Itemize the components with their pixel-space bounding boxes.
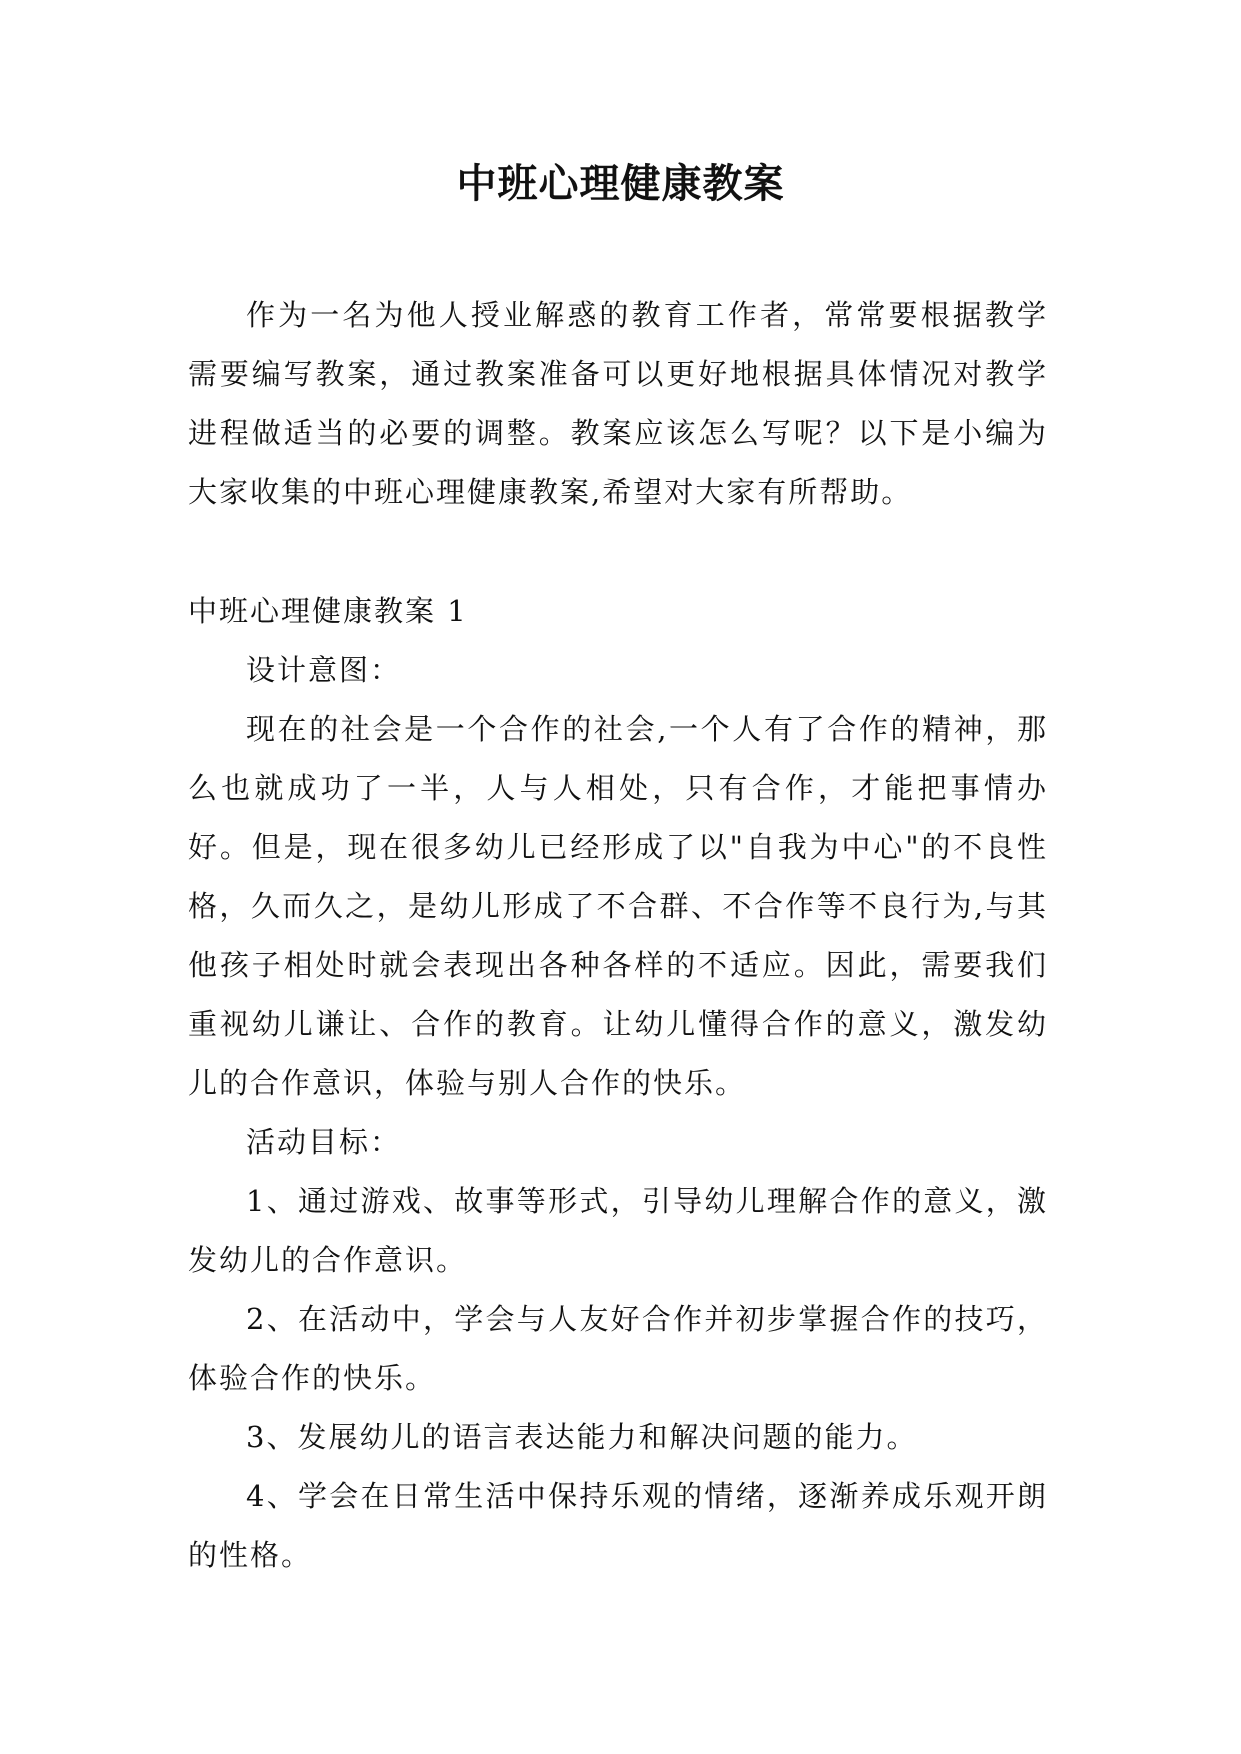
design-paragraph: 现在的社会是一个合作的社会,一个人有了合作的精神，那么也就成功了一半，人与人相处，只有合作，才能把事情办好。但是，现在很多幼儿已经形成了以"自我为中心"的不良性格，久而久之，是幼儿形成了不合群、不合作等不良行为,与其他孩子相处时就会表现出各种各样的不适应。因此，需要我们重视幼儿谦让、合作的教育。让幼儿懂得合作的意义，激发幼儿的合作意识，体验与别人合作的快乐。: [188, 712, 1048, 1100]
intro-paragraph: 作为一名为他人授业解惑的教育工作者，常常要根据教学需要编写教案，通过教案准备可以更好地根据具体情况对教学进程做适当的必要的调整。教案应该怎么写呢？以下是小编为大家收集的中班心理健康教案,希望对大家有所帮助。: [188, 298, 1048, 509]
document-title: 中班心理健康教案: [456, 161, 785, 207]
design-label: 设计意图：: [246, 653, 402, 687]
goals-label: 活动目标：: [246, 1125, 402, 1159]
spacer: [188, 522, 1048, 582]
goal-item: 2、在活动中，学会与人友好合作并初步掌握合作的技巧，体验合作的快乐。: [188, 1302, 1048, 1395]
section-heading: 中班心理健康教案 1: [188, 594, 468, 628]
goal-item: 3、发展幼儿的语言表达能力和解决问题的能力。: [246, 1420, 918, 1454]
goal-item: 4、学会在日常生活中保持乐观的情绪，逐渐养成乐观开朗的性格。: [188, 1479, 1048, 1572]
goal-item: 1、通过游戏、故事等形式，引导幼儿理解合作的意义，激发幼儿的合作意识。: [188, 1184, 1048, 1277]
document-body: [188, 286, 1048, 1585]
